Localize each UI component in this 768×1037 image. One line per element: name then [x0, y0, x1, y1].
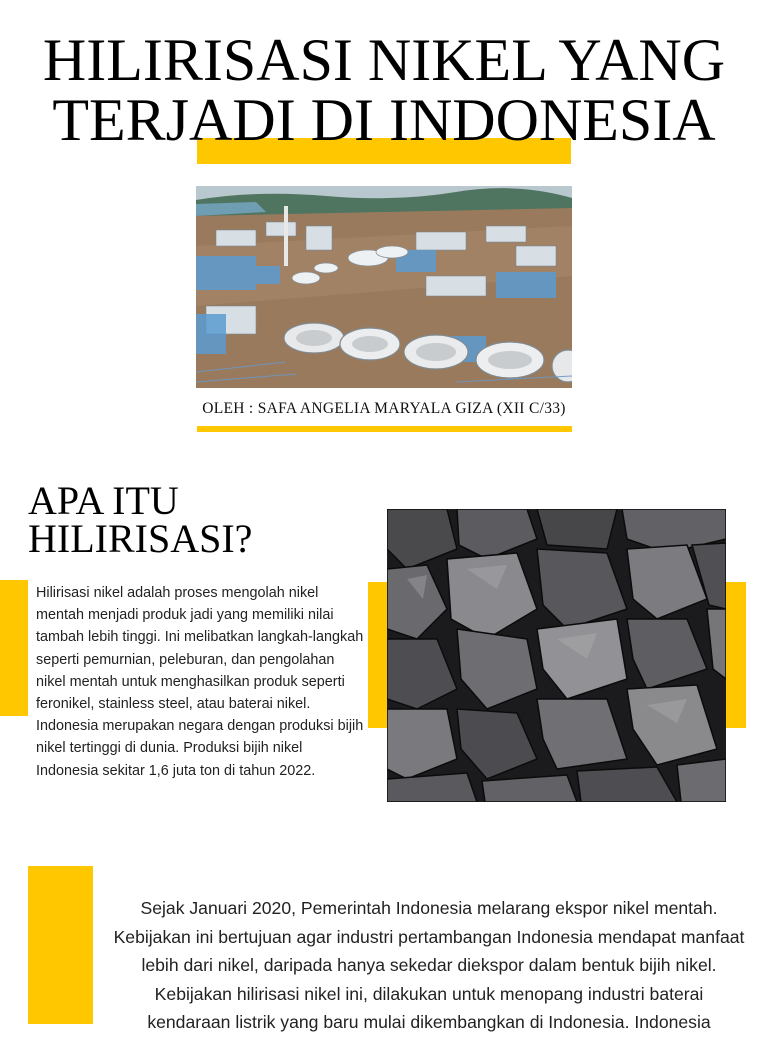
author-underline-bar: [197, 426, 572, 432]
author-credit: OLEH : SAFA ANGELIA MARYALA GIZA (XII C/33): [202, 400, 566, 417]
definition-paragraph: Hilirisasi nikel adalah proses mengolah nikel mentah menjadi produk jadi yang memiliki nilai tambah lebih tinggi. Ini melibatkan langkah-langkah seperti pemurnian, peleburan, dan pengolahan nikel mentah untuk menghasilkan produk seperti feronikel, stainless steel, atau baterai nikel. Indonesia merupakan negara dengan produksi bijih nikel tertinggi di dunia. Produksi bijih nikel Indonesia sekitar 1,6 juta ton di tahun 2022.: [36, 585, 364, 779]
policy-paragraph: Sejak Januari 2020, Pemerintah Indonesia melarang ekspor nikel mentah. Kebijakan ini bertujuan agar industri pertambangan Indonesia mendapat manfaat lebih dari nikel, daripada hanya sekedar diekspor dalam bentuk bijih nikel. Kebijakan hilirisasi nikel ini, dilakukan untuk menopang industri baterai kendaraan listrik yang baru mulai dikembangkan di Indonesia. Indonesia: [113, 898, 745, 1032]
section-heading-line-1: APA ITU: [28, 478, 179, 523]
bottom-accent-bar: [28, 866, 93, 1024]
page-title-line-1: HILIRISASI NIKEL YANG: [42, 27, 726, 93]
coal-right-accent-bar: [726, 582, 746, 728]
nickel-smelter-photo: [196, 186, 572, 388]
left-accent-bar: [0, 580, 28, 716]
section-heading: [28, 478, 253, 561]
section-heading-line-2: HILIRISASI?: [28, 516, 253, 561]
nickel-ore-photo: [387, 509, 726, 802]
nickel-smelter-illustration: [196, 186, 572, 388]
nickel-ore-illustration: [387, 509, 726, 802]
coal-left-accent-bar: [368, 582, 388, 728]
page-title-line-2: TERJADI DI INDONESIA: [52, 87, 716, 153]
page-title: [0, 27, 768, 153]
